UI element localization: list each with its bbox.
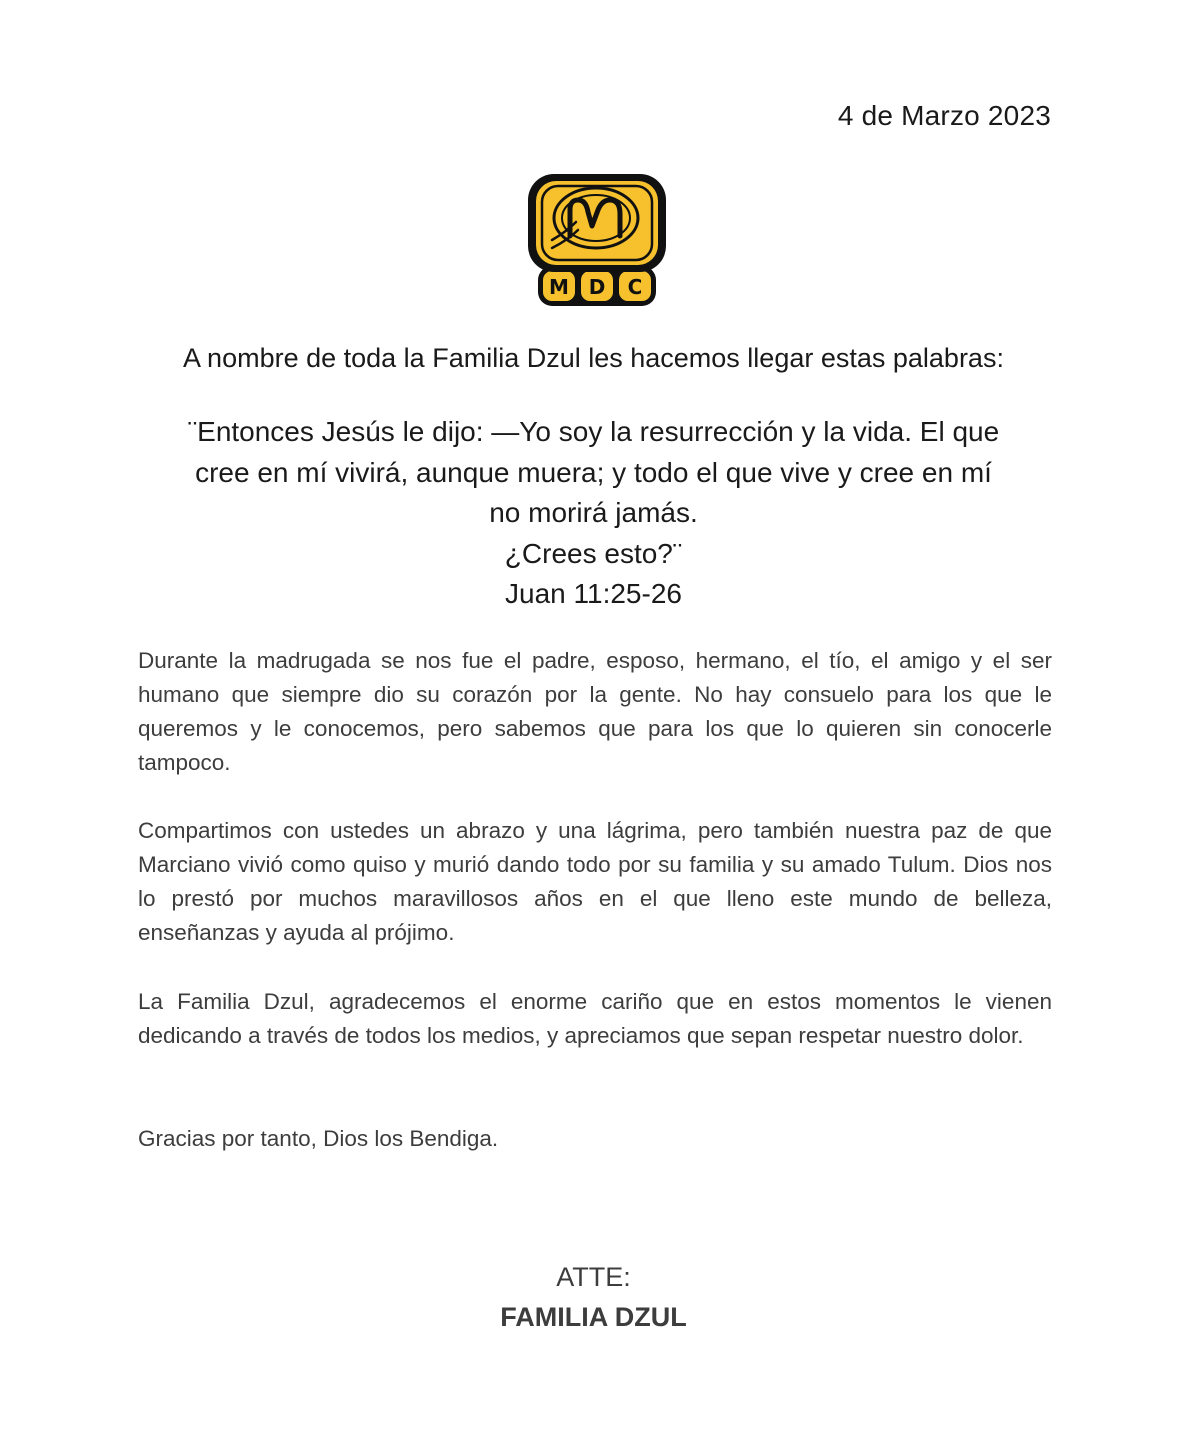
quote-line: ¨Entonces Jesús le dijo: —Yo soy la resurrección y la vida. El que bbox=[187, 416, 1000, 447]
paragraph-4: Gracias por tanto, Dios los Bendiga. bbox=[138, 1126, 499, 1151]
paragraph-3: La Familia Dzul, agradecemos el enorme cariño que en estos momentos le vienen dedicando a través de todos los medios, y apreciamos que sepan respetar nuestro dolor. bbox=[138, 989, 1052, 1048]
mdc-logo-icon bbox=[526, 170, 668, 310]
logo-letter-c: C bbox=[627, 275, 643, 299]
logo-letter-d: D bbox=[588, 275, 606, 299]
signature-name: FAMILIA DZUL bbox=[500, 1302, 687, 1332]
signature-label: ATTE: bbox=[556, 1262, 631, 1292]
paragraph-1: Durante la madrugada se nos fue el padre, esposo, hermano, el tío, el amigo y el ser humano que siempre dio su corazón por la gente. No hay consuelo para los que le queremos y le conocemos, pero sabemos que para los que lo quieren sin conocerle tampoco. bbox=[138, 648, 1052, 775]
quote-line: no morirá jamás. bbox=[489, 497, 698, 528]
quote-line: cree en mí vivirá, aunque muera; y todo el que vive y cree en mí bbox=[195, 456, 992, 488]
logo-letter-m: M bbox=[549, 275, 569, 299]
intro-line: A nombre de toda la Familia Dzul les hacemos llegar estas palabras: bbox=[183, 343, 1004, 373]
paragraph-2: Compartimos con ustedes un abrazo y una lágrima, pero también nuestra paz de que Marciano vivió como quiso y murió dando todo por su familia y su amado Tulum. Dios nos lo prestó por muchos maravillosos años en el que lleno este mundo de belleza, enseñanzas y ayuda al prójimo. bbox=[138, 818, 1052, 945]
letter-date: 4 de Marzo 2023 bbox=[837, 100, 1051, 131]
quote-question: ¿Crees esto?¨ bbox=[504, 537, 683, 569]
bible-quote bbox=[130, 412, 1057, 615]
quote-reference: Juan 11:25-26 bbox=[505, 578, 682, 609]
